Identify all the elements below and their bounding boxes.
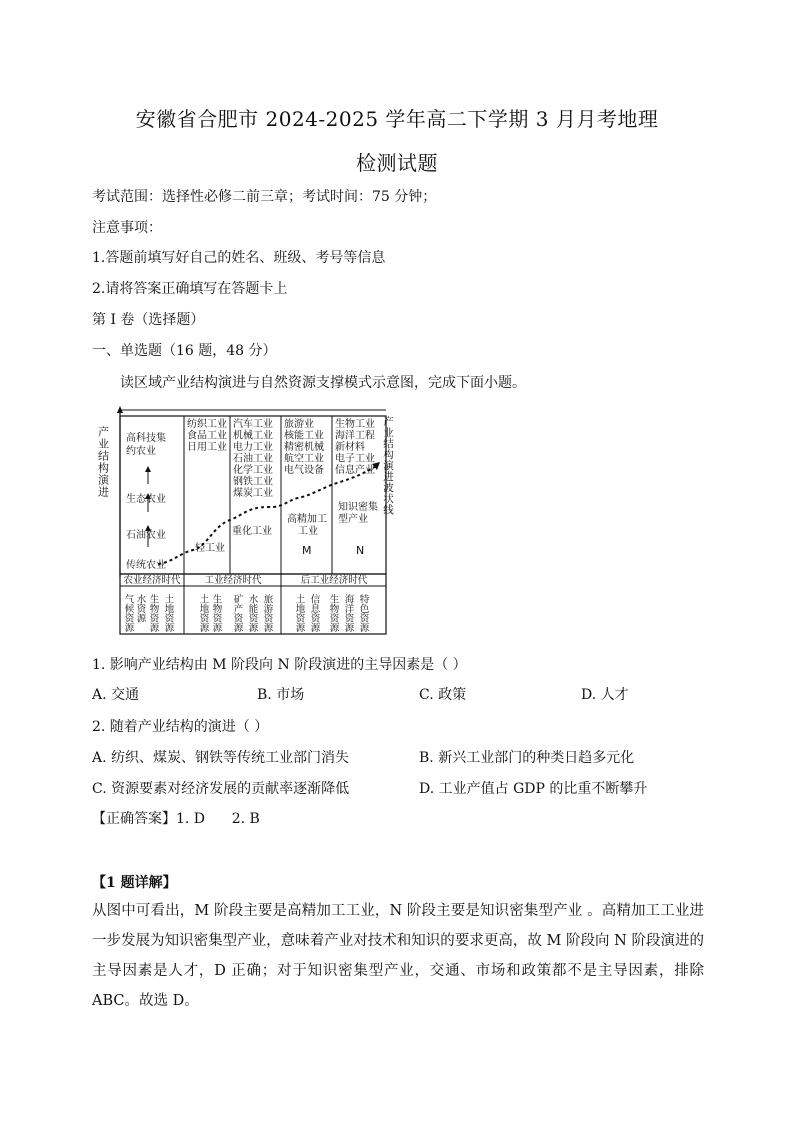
answer-line <box>92 808 260 828</box>
industry-label: 日用工业 <box>187 442 227 453</box>
stage-label: 知识密集 <box>338 502 378 513</box>
industry-label: 机械工业 <box>233 430 273 442</box>
q2-option-a[interactable]: A. 纺织、煤炭、钢铁等传统工业部门消失 <box>92 750 350 766</box>
part-heading: 第 I 卷（选择题） <box>92 312 205 328</box>
resource-label: 海洋资源 <box>342 594 354 632</box>
q2-option-c[interactable]: C. 资源要素对经济发展的贡献率逐渐降低 <box>92 781 350 797</box>
y-axis-label: 产业结构演进 <box>96 426 110 498</box>
era-label: 工业经济时代 <box>204 575 262 586</box>
exam-scope: 考试范围：选择性必修二前三章；考试时间：75 分钟； <box>92 189 437 205</box>
resource-label: 土地资源 <box>162 594 174 632</box>
resource-label: 旅游资源 <box>261 594 273 632</box>
agri-label: 石油农业 <box>126 530 166 541</box>
industry-label: 食品工业 <box>187 430 227 442</box>
stage-label: 重化工业 <box>232 526 272 537</box>
page-title-line1: 安徽省合肥市 2024-2025 学年高二下学期 3 月月考地理 <box>135 107 659 131</box>
industry-label: 生物工业 <box>335 419 375 430</box>
industry-structure-figure <box>98 404 398 636</box>
stage-label: 轻工业 <box>195 543 225 554</box>
resource-texts <box>123 593 370 633</box>
q1-option-b[interactable]: B. 市场 <box>257 687 305 703</box>
industry-label: 电气设备 <box>284 465 324 476</box>
industry-label: 旅游业 <box>284 419 314 430</box>
agri-label: 生态农业 <box>126 494 166 505</box>
resource-label: 水能资源 <box>246 594 258 632</box>
resource-label: 土地资源 <box>293 594 305 632</box>
industry-label: 核能工业 <box>284 430 324 442</box>
era-label: 农业经济时代 <box>123 575 181 586</box>
industry-label: 新材料 <box>335 442 365 453</box>
resource-label: 土地资源 <box>197 594 209 632</box>
resource-label: 特色资源 <box>357 594 369 632</box>
q1-option-d[interactable]: D. 人才 <box>581 687 629 703</box>
agri-label: 约农业 <box>126 446 156 457</box>
note-2: 2.请将答案正确填写在答题卡上 <box>92 281 288 297</box>
q2-stem: 2. 随着产业结构的演进（ ） <box>92 719 269 735</box>
q1-option-a[interactable]: A. 交通 <box>92 687 140 703</box>
question-stem: 读区域产业结构演进与自然资源支撑模式示意图，完成下面小题。 <box>120 375 526 391</box>
resource-label: 气候资源 <box>122 594 134 632</box>
q2-option-b[interactable]: B. 新兴工业部门的种类日趋多元化 <box>419 750 635 766</box>
resource-label: 生物资源 <box>327 594 339 632</box>
industry-label: 石油工业 <box>233 453 273 465</box>
industry-label: 化学工业 <box>233 465 273 476</box>
industry-label: 汽车工业 <box>233 419 273 430</box>
industry-label: 钢铁工业 <box>233 476 273 488</box>
answer-label: 【正确答案】 <box>92 811 176 827</box>
explain-heading: 【1 题详解】 <box>92 875 177 891</box>
agri-label: 高科技集 <box>126 433 166 444</box>
resource-label: 水资源 <box>134 594 146 623</box>
stage-label: 高精加工 <box>287 514 327 525</box>
q2-option-d[interactable]: D. 工业产值占 GDP 的比重不断攀升 <box>419 781 648 797</box>
stage-letter: M <box>302 544 312 557</box>
resource-label: 生物资源 <box>210 594 222 632</box>
era-label: 后工业经济时代 <box>300 575 368 586</box>
industry-label: 煤炭工业 <box>233 488 273 499</box>
stage-letter: N <box>356 544 365 557</box>
stage-label: 型产业 <box>338 514 368 525</box>
q1-option-c[interactable]: C. 政策 <box>419 687 467 703</box>
industry-label: 电子工业 <box>335 453 375 465</box>
industry-label: 纺织工业 <box>187 419 227 430</box>
resource-label: 矿产资源 <box>231 594 243 632</box>
industry-label: 信息产业 <box>335 465 375 476</box>
resource-label: 信息资源 <box>308 594 320 632</box>
section-heading: 一、单选题（16 题，48 分） <box>92 343 277 359</box>
column-texts <box>126 417 378 571</box>
curve-label: 产业结构演进波状线 <box>382 416 394 515</box>
industry-label: 海洋工程 <box>335 430 375 442</box>
notes-heading: 注意事项： <box>92 220 162 236</box>
explain-body: 从图中可看出，M 阶段主要是高精加工工业，N 阶段主要是知识密集型产业 。高精加工工业进一步发展为知识密集型产业，意味着产业对技术和知识的要求更高，故 M 阶段向 N 阶段演进的主导因素是人才，D 正确；对于知识密集型产业，交通、市场和政策都不是主导因素，排除 ABC。故选 D。 <box>92 903 704 1009</box>
resource-label: 生物资源 <box>147 594 159 632</box>
industry-label: 航空工业 <box>284 453 324 465</box>
stage-label: 工业 <box>298 526 318 537</box>
industry-label: 电力工业 <box>233 442 273 453</box>
q1-stem: 1. 影响产业结构由 M 阶段向 N 阶段演进的主导因素是（ ） <box>92 657 467 673</box>
industry-label: 精密机械 <box>284 442 324 453</box>
note-1: 1.答题前填写好自己的姓名、班级、考号等信息 <box>92 250 386 266</box>
answer-value: 1. D 2. B <box>176 811 260 827</box>
agri-label: 传统农业 <box>126 560 166 571</box>
page-title-line2: 检测试题 <box>356 151 438 175</box>
era-texts <box>123 574 367 586</box>
